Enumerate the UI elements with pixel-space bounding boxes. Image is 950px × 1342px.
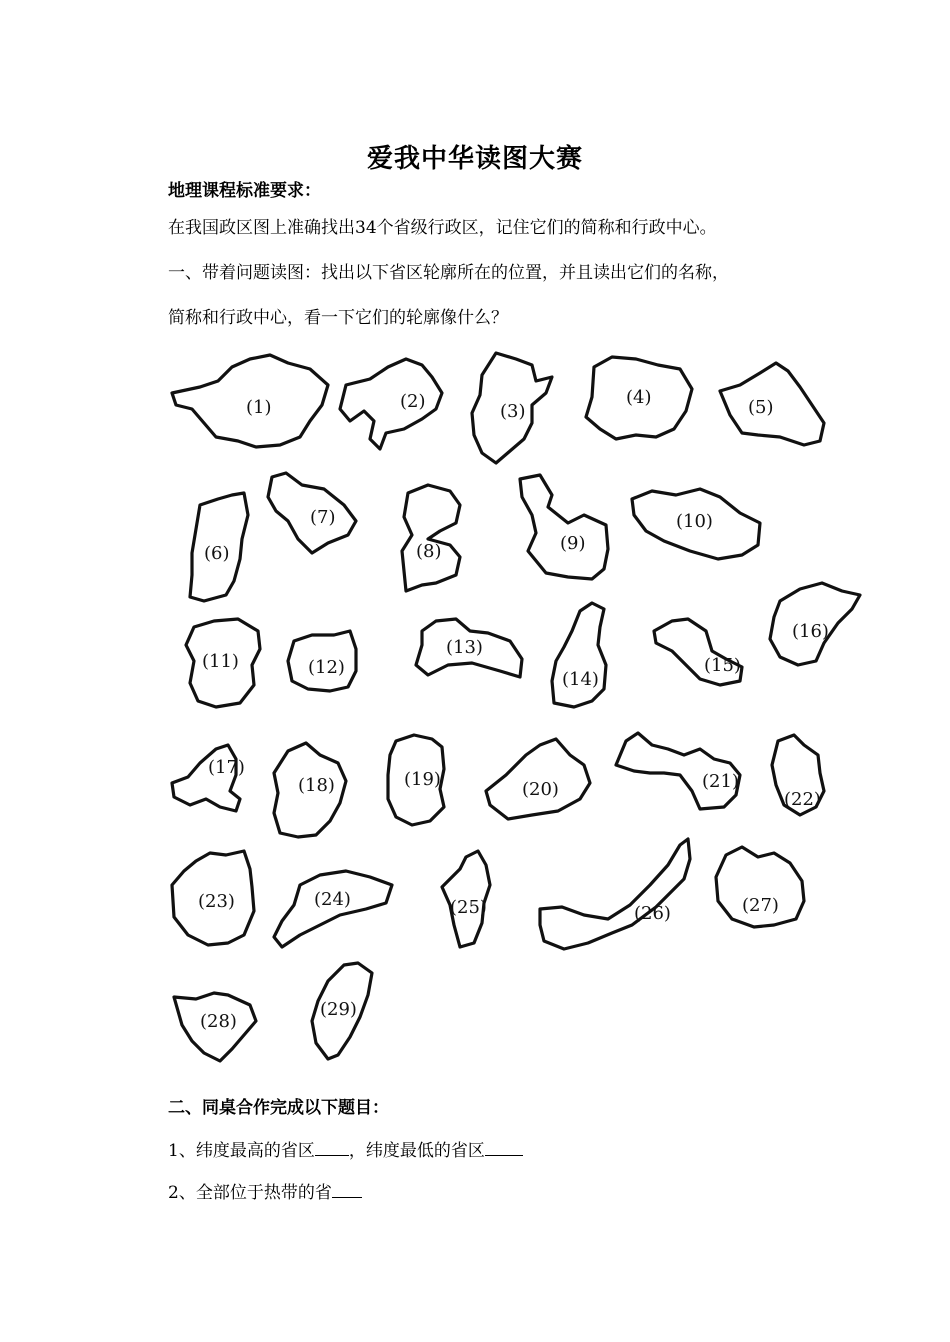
province-outline-grid [160,345,870,1080]
task2-heading: 二、同桌合作完成以下题目： [168,1098,389,1118]
question-1-part2: ，纬度最低的省区 [348,1141,485,1161]
province-label: (13) [446,637,483,658]
answer-blank-lowest-latitude[interactable] [485,1139,523,1156]
province-label: (6) [204,543,230,564]
task1-text-line1: 一、带着问题读图：找出以下省区轮廓所在的位置，并且读出它们的名称， [168,263,729,283]
province-label: (18) [298,775,335,796]
province-shape-3 [472,353,552,463]
province-label: (21) [702,771,739,792]
province-label: (29) [320,999,357,1020]
province-shape-8 [402,485,460,591]
province-shape-11 [186,619,260,707]
province-label: (27) [742,895,779,916]
province-label: (16) [792,621,829,642]
province-label: (2) [400,391,426,412]
province-shape-17 [172,745,245,811]
standard-text: 在我国政区图上准确找出34个省级行政区，记住它们的简称和行政中心。 [168,218,717,238]
province-shape-28 [174,993,256,1061]
page-title: 爱我中华读图大赛 [366,144,583,174]
province-shape-14 [552,603,606,707]
standard-heading: 地理课程标准要求： [168,181,321,201]
province-shape-2 [340,359,442,449]
province-label: (17) [208,757,245,778]
province-shape-6 [190,493,248,601]
province-shape-5 [720,363,824,445]
province-label: (8) [416,541,442,562]
province-shape-16 [770,583,860,665]
province-shape-1 [172,355,328,447]
province-shape-21 [616,733,740,809]
province-label: (3) [500,401,526,422]
province-label: (7) [310,507,336,528]
province-shape-9 [520,475,608,579]
province-shape-18 [274,743,346,837]
province-label: (9) [560,533,586,554]
question-2 [168,1178,362,1203]
province-shape-23 [172,851,254,945]
task1-text-line2: 简称和行政中心，看一下它们的轮廓像什么？ [168,308,508,328]
question-1 [168,1136,523,1161]
province-label: (11) [202,651,239,672]
province-shape-13 [416,619,522,677]
province-shape-12 [288,631,356,691]
question-2-text: 2、全部位于热带的省 [168,1183,332,1203]
province-shape-20 [486,739,590,819]
question-1-part1: 1、纬度最高的省区 [168,1141,315,1161]
province-shape-24 [274,871,392,947]
province-shape-4 [586,357,692,439]
province-label: (19) [404,769,441,790]
province-shape-7 [268,473,356,553]
province-label: (10) [676,511,713,532]
province-outlines-svg [160,345,870,1080]
province-label: (20) [522,779,559,800]
answer-blank-highest-latitude[interactable] [315,1139,349,1156]
province-shape-22 [772,735,824,815]
province-label: (25) [450,897,487,918]
province-label: (23) [198,891,235,912]
province-label: (12) [308,657,345,678]
answer-blank-tropical-province[interactable] [332,1181,362,1198]
province-label: (4) [626,387,652,408]
province-shape-10 [632,489,760,559]
province-label: (15) [704,655,741,676]
province-label: (1) [246,397,272,418]
province-shape-19 [388,735,444,825]
province-label: (14) [562,669,599,690]
province-label: (22) [784,789,821,810]
province-label: (28) [200,1011,237,1032]
province-shape-25 [442,851,490,947]
province-shape-29 [312,963,372,1059]
province-label: (5) [748,397,774,418]
province-shape-27 [716,847,804,927]
province-shape-26 [540,839,690,949]
province-label: (26) [634,903,671,924]
province-shape-15 [654,619,742,685]
province-label: (24) [314,889,351,910]
